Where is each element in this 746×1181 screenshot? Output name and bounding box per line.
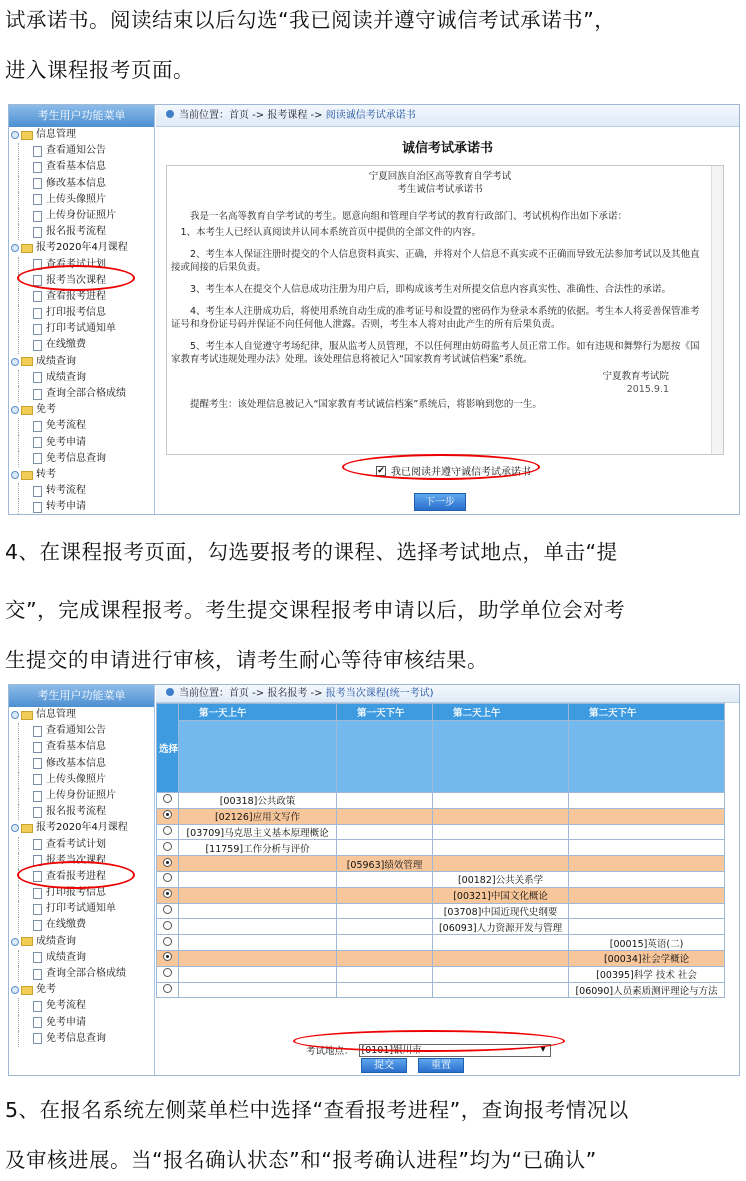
- page-icon: [33, 324, 42, 335]
- empty-cell: [179, 950, 337, 966]
- menu-group-label: 报考2020年4月课程: [36, 242, 128, 254]
- menu-item-label: 报名报考流程: [46, 806, 106, 818]
- page-icon: [33, 486, 42, 497]
- page-icon: [33, 227, 42, 238]
- page-icon: [33, 904, 42, 915]
- empty-cell: [179, 871, 337, 887]
- course-radio[interactable]: [163, 826, 172, 835]
- menu-item[interactable]: [18, 483, 154, 499]
- menu-item[interactable]: [18, 143, 154, 159]
- page-icon: [33, 194, 42, 205]
- course-row[interactable]: [157, 887, 725, 903]
- empty-cell: [179, 919, 337, 935]
- doc-item: 2、考生本人保证注册时提交的个人信息资料真实、正确，并将对个人信息不真实或不正确而导致无法参加考试以及其他直接或间接的后果负责。: [171, 249, 700, 273]
- expand-toggle-icon[interactable]: [11, 131, 19, 139]
- page-icon: [33, 291, 42, 302]
- menu-item-label: 成绩查询: [46, 371, 86, 383]
- empty-cell: [337, 950, 433, 966]
- breadcrumb-current[interactable]: 阅读诚信考试承诺书: [325, 110, 416, 121]
- course-row[interactable]: [157, 903, 725, 919]
- menu-group-label: 成绩查询: [36, 935, 76, 947]
- folder-icon: [21, 937, 33, 946]
- menu-group-label: 免考: [36, 404, 56, 416]
- page-icon: [33, 259, 42, 270]
- breadcrumb-path: 当前位置：首页 -> 报名报考 ->: [179, 688, 326, 699]
- course-row[interactable]: [157, 919, 725, 935]
- time-slot-cell: [569, 721, 725, 793]
- sidebar-header: 考生用户功能菜单: [9, 105, 154, 127]
- empty-cell: [433, 793, 569, 809]
- time-slot-cell: [179, 721, 337, 793]
- menu-item[interactable]: [18, 837, 154, 853]
- menu-item-label: 在线缴费: [46, 919, 86, 931]
- menu-item-label: 修改基本信息: [46, 757, 106, 769]
- menu-item[interactable]: [18, 869, 154, 885]
- folder-icon: [21, 244, 33, 253]
- menu-item-label: 上传头像照片: [46, 193, 106, 205]
- paragraph-line: 试承诺书。阅读结束以后勾选“我已阅读并遵守诚信考试承诺书”，: [5, 8, 616, 32]
- menu-item[interactable]: [18, 917, 154, 933]
- menu-group[interactable]: [11, 982, 154, 998]
- time-slot-cell: [337, 721, 433, 793]
- course-name: [00034]社会学概论: [569, 950, 725, 966]
- location-label: 考试地点：: [306, 1046, 354, 1057]
- menu-item[interactable]: [18, 1031, 154, 1047]
- empty-cell: [569, 887, 725, 903]
- checkbox[interactable]: ✔: [377, 465, 385, 476]
- course-name: [06093]人力资源开发与管理: [433, 919, 569, 935]
- menu-item-label: 免考流程: [46, 420, 86, 432]
- sidebar-menu: [9, 105, 155, 514]
- menu-tree: [9, 127, 154, 515]
- course-radio[interactable]: [163, 921, 172, 930]
- empty-cell: [337, 903, 433, 919]
- course-radio[interactable]: [163, 937, 172, 946]
- breadcrumb: [156, 685, 739, 703]
- menu-item-label: 免考流程: [46, 1000, 86, 1012]
- menu-item[interactable]: [18, 998, 154, 1014]
- menu-item[interactable]: [18, 176, 154, 192]
- course-name: [03708]中国近现代史纲要: [433, 903, 569, 919]
- doc-item: 5、考生本人自觉遵守考场纪律，服从监考人员管理，不以任何理由妨碍监考人员正常工作。如有违规和舞弊行为愿按《国家教育考试违规处理办法》处理。该处理信息将被记入“国家教育考试诚信档案”系统。: [171, 341, 700, 365]
- column-header: 第二天下午: [569, 704, 725, 721]
- menu-item[interactable]: [18, 901, 154, 917]
- doc-intro: 我是一名高等教育自学考试的考生。愿意向组和管理自学考试的教育行政部门、考试机构作出如下承诺：: [190, 211, 628, 222]
- folder-icon: [21, 711, 33, 720]
- menu-item-label: 报考当次课程: [46, 274, 106, 286]
- menu-item[interactable]: [18, 418, 154, 434]
- empty-cell: [433, 966, 569, 982]
- folder-icon: [21, 986, 33, 995]
- page-icon: [33, 1017, 42, 1028]
- folder-icon: [21, 824, 33, 833]
- expand-toggle-icon[interactable]: [11, 711, 19, 719]
- menu-item-label: 上传头像照片: [46, 773, 106, 785]
- menu-item-label: 免考申请: [46, 436, 86, 448]
- column-header: 第一天下午: [337, 704, 433, 721]
- course-radio[interactable]: [163, 858, 172, 867]
- doc-item: 4、考生本人注册成功后，将使用系统自动生成的准考证号和设置的密码作为登录本系统的依据。考生本人将妥善保管准考证号和身份证号码并保证不向任何他人泄露。否则，考生本人将对由此产生的所有后果负责。: [171, 306, 700, 330]
- course-name: [11759]工作分析与评价: [179, 840, 337, 856]
- empty-cell: [337, 935, 433, 951]
- empty-cell: [569, 840, 725, 856]
- menu-item-label: 查看报考进程: [46, 290, 106, 302]
- empty-cell: [569, 824, 725, 840]
- menu-item[interactable]: [18, 208, 154, 224]
- menu-item[interactable]: [18, 788, 154, 804]
- course-radio[interactable]: [163, 889, 172, 898]
- doc-org: 宁夏回族自治区高等教育自学考试: [368, 171, 512, 182]
- course-radio[interactable]: [163, 984, 172, 993]
- course-row[interactable]: [157, 840, 725, 856]
- menu-group-label: 信息管理: [36, 129, 76, 140]
- empty-cell: [433, 935, 569, 951]
- page-icon: [33, 453, 42, 464]
- course-row[interactable]: [157, 982, 725, 998]
- menu-item[interactable]: [18, 159, 154, 175]
- menu-item[interactable]: [18, 451, 154, 467]
- course-row[interactable]: [157, 871, 725, 887]
- course-radio[interactable]: [163, 842, 172, 851]
- menu-group-label: 免考: [36, 984, 56, 996]
- breadcrumb: [156, 105, 739, 127]
- page-icon: [33, 275, 42, 286]
- exam-location-row: [306, 1043, 551, 1057]
- menu-item-label: 免考信息查询: [46, 452, 106, 464]
- page-icon: [33, 340, 42, 351]
- menu-item-label: 转考申请: [46, 501, 86, 513]
- menu-group[interactable]: [11, 467, 154, 483]
- commitment-text-box[interactable]: [166, 165, 724, 455]
- expand-toggle-icon[interactable]: [11, 358, 19, 366]
- empty-cell: [433, 856, 569, 872]
- agree-label: 我已阅读并遵守诚信考试承诺书: [391, 467, 531, 478]
- course-name: [00321]中国文化概论: [433, 887, 569, 903]
- page-icon: [33, 791, 42, 802]
- course-name: [00015]英语(二): [569, 935, 725, 951]
- course-radio[interactable]: [163, 810, 172, 819]
- course-row[interactable]: [157, 793, 725, 809]
- menu-item[interactable]: [18, 192, 154, 208]
- menu-item-label: 查看通知公告: [46, 145, 106, 157]
- page-icon: [33, 807, 42, 818]
- submit-button[interactable]: 提交: [361, 1058, 407, 1073]
- expand-toggle-icon[interactable]: [11, 824, 19, 832]
- menu-item[interactable]: [18, 1015, 154, 1031]
- menu-item[interactable]: [18, 386, 154, 402]
- empty-cell: [179, 887, 337, 903]
- menu-item-label: 查看基本信息: [46, 161, 106, 173]
- empty-cell: [433, 824, 569, 840]
- menu-item[interactable]: [18, 435, 154, 451]
- page-icon: [33, 437, 42, 448]
- course-name: [03709]马克思主义基本原理概论: [179, 824, 337, 840]
- page-icon: [33, 389, 42, 400]
- page-icon: [33, 502, 42, 513]
- course-name: [00182]公共关系学: [433, 871, 569, 887]
- paragraph-line: 生提交的申请进行审核，请考生耐心等待审核结果。: [5, 648, 488, 672]
- breadcrumb-path: 当前位置：首页 -> 报考课程 ->: [179, 110, 326, 121]
- page-icon: [33, 211, 42, 222]
- course-radio[interactable]: [163, 968, 172, 977]
- menu-item[interactable]: [18, 804, 154, 820]
- menu-group-label: 成绩查询: [36, 355, 76, 367]
- menu-item-label: 免考信息查询: [46, 1032, 106, 1044]
- folder-icon: [21, 357, 33, 366]
- course-name: [06090]人员素质测评理论与方法: [569, 982, 725, 998]
- menu-item[interactable]: [18, 337, 154, 353]
- column-header: 第二天上午: [433, 704, 569, 721]
- paragraph-line: 4、在课程报考页面，勾选要报考的课程、选择考试地点，单击“提: [5, 540, 618, 564]
- page-icon: [33, 855, 42, 866]
- course-radio[interactable]: [163, 952, 172, 961]
- page-icon: [33, 774, 42, 785]
- bullet-icon: [166, 688, 174, 696]
- select-header: 选择: [157, 704, 179, 793]
- doc-signer: 宁夏教育考试院: [602, 371, 669, 382]
- menu-group-label: 转考: [36, 468, 56, 480]
- course-radio[interactable]: [163, 905, 172, 914]
- paragraph-line: 及审核进展。当“报名确认状态”和“报考确认进程”均为“已确认”: [5, 1148, 597, 1172]
- page-icon: [33, 952, 42, 963]
- empty-cell: [569, 808, 725, 824]
- empty-cell: [337, 793, 433, 809]
- doc-item: 1、本考生人已经认真阅读并认同本系统首页中提供的全部文件的内容。: [180, 227, 482, 238]
- menu-item[interactable]: [18, 305, 154, 321]
- expand-toggle-icon[interactable]: [11, 471, 19, 479]
- course-row[interactable]: [157, 856, 725, 872]
- page-icon: [33, 178, 42, 189]
- menu-item[interactable]: [18, 756, 154, 772]
- menu-group[interactable]: [11, 240, 154, 256]
- next-button[interactable]: 下一步: [414, 493, 466, 511]
- page-icon: [33, 162, 42, 173]
- time-slot-cell: [433, 721, 569, 793]
- course-name: [05963]绩效管理: [337, 856, 433, 872]
- menu-item-label: 成绩查询: [46, 951, 86, 963]
- screenshot-course-registration: [8, 684, 740, 1076]
- menu-item[interactable]: [18, 499, 154, 515]
- menu-tree: [9, 707, 154, 1047]
- empty-cell: [569, 903, 725, 919]
- bullet-icon: [166, 110, 174, 118]
- main-pane: [156, 105, 739, 514]
- course-row[interactable]: [157, 824, 725, 840]
- course-row[interactable]: [157, 950, 725, 966]
- menu-item-label: 报名报考流程: [46, 226, 106, 238]
- menu-item[interactable]: [18, 966, 154, 982]
- expand-toggle-icon[interactable]: [11, 986, 19, 994]
- empty-cell: [337, 966, 433, 982]
- menu-group[interactable]: [11, 934, 154, 950]
- menu-item-label: 免考申请: [46, 1016, 86, 1028]
- menu-group[interactable]: [11, 354, 154, 370]
- empty-cell: [433, 982, 569, 998]
- doc-title: 诚信考试承诺书: [401, 141, 493, 156]
- empty-cell: [569, 919, 725, 935]
- empty-cell: [179, 982, 337, 998]
- course-row[interactable]: [157, 808, 725, 824]
- menu-item[interactable]: [18, 723, 154, 739]
- menu-item-label: 打印考试通知单: [46, 903, 116, 915]
- page-icon: [33, 969, 42, 980]
- empty-cell: [433, 950, 569, 966]
- menu-item[interactable]: [18, 885, 154, 901]
- screenshot-commitment: [8, 104, 740, 515]
- empty-cell: [337, 919, 433, 935]
- reset-button[interactable]: 重置: [418, 1058, 464, 1073]
- menu-item-label: 上传身份证照片: [46, 789, 116, 801]
- column-header: 第一天上午: [179, 704, 337, 721]
- scrollbar[interactable]: [711, 166, 723, 454]
- page-icon: [33, 146, 42, 157]
- empty-cell: [337, 982, 433, 998]
- sidebar-menu: [9, 685, 155, 1075]
- empty-cell: [569, 871, 725, 887]
- empty-cell: [179, 903, 337, 919]
- menu-item[interactable]: [18, 772, 154, 788]
- paragraph-line: 交”，完成课程报考。考生提交课程报考申请以后，助学单位会对考: [5, 598, 626, 622]
- paragraph-line: 进入课程报考页面。: [5, 58, 194, 82]
- menu-item-label: 查询全部合格成绩: [46, 388, 126, 399]
- folder-icon: [21, 131, 33, 140]
- menu-item-label: 修改基本信息: [46, 177, 106, 189]
- menu-item-label: 查看基本信息: [46, 741, 106, 753]
- course-name: [00395]科学 技术 社会: [569, 966, 725, 982]
- folder-icon: [21, 471, 33, 480]
- course-name: [00318]公共政策: [179, 793, 337, 809]
- page-icon: [33, 742, 42, 753]
- page-icon: [33, 1001, 42, 1012]
- course-row[interactable]: [157, 935, 725, 951]
- page-icon: [33, 1033, 42, 1044]
- page-icon: [33, 421, 42, 432]
- empty-cell: [569, 856, 725, 872]
- menu-group[interactable]: [11, 707, 154, 723]
- empty-cell: [433, 808, 569, 824]
- empty-cell: [337, 824, 433, 840]
- course-radio[interactable]: [163, 794, 172, 803]
- page-icon: [33, 888, 42, 899]
- empty-cell: [179, 966, 337, 982]
- menu-group[interactable]: [11, 402, 154, 418]
- expand-toggle-icon[interactable]: [11, 938, 19, 946]
- menu-group[interactable]: [11, 127, 154, 143]
- menu-item-label: 打印考试通知单: [46, 323, 116, 335]
- empty-cell: [179, 935, 337, 951]
- empty-cell: [337, 840, 433, 856]
- page-icon: [33, 920, 42, 931]
- menu-item[interactable]: [18, 370, 154, 386]
- menu-group[interactable]: [11, 820, 154, 836]
- page-icon: [33, 839, 42, 850]
- folder-icon: [21, 406, 33, 415]
- menu-item[interactable]: [18, 273, 154, 289]
- empty-cell: [337, 808, 433, 824]
- location-select[interactable]: [0101]银川市 ▾: [359, 1044, 551, 1057]
- menu-item-label: 在线缴费: [46, 339, 86, 351]
- menu-item-label: 打印报考信息: [46, 887, 106, 899]
- empty-cell: [569, 793, 725, 809]
- doc-subtitle: 考生诚信考试承诺书: [397, 184, 483, 195]
- menu-item-label: 转考流程: [46, 485, 86, 497]
- menu-item[interactable]: [18, 224, 154, 240]
- empty-cell: [179, 856, 337, 872]
- expand-toggle-icon[interactable]: [11, 244, 19, 252]
- page-icon: [33, 871, 42, 882]
- paragraph-line: 5、在报名系统左侧菜单栏中选择“查看报考进程”，查询报考情况以: [5, 1098, 629, 1122]
- empty-cell: [337, 887, 433, 903]
- course-radio[interactable]: [163, 873, 172, 882]
- page-icon: [33, 308, 42, 319]
- menu-item[interactable]: [18, 321, 154, 337]
- agree-checkbox-row[interactable]: [376, 463, 531, 478]
- empty-cell: [433, 840, 569, 856]
- empty-cell: [337, 871, 433, 887]
- main-pane: [156, 685, 739, 1075]
- sidebar-header: 考生用户功能菜单: [9, 685, 154, 707]
- course-name: [02126]应用文写作: [179, 808, 337, 824]
- menu-item[interactable]: [18, 289, 154, 305]
- page-icon: [33, 726, 42, 737]
- doc-item: 3、考生本人在提交个人信息成功注册为用户后，即构成该考生对所提交信息内容真实性、准确性、合法性的承诺。: [190, 284, 672, 295]
- breadcrumb-current[interactable]: 报考当次课程(统一考试): [325, 688, 434, 699]
- menu-item-label: 查看考试计划: [46, 838, 106, 850]
- menu-item[interactable]: [18, 853, 154, 869]
- page-icon: [33, 372, 42, 383]
- menu-item-label: 查看报考进程: [46, 870, 106, 882]
- menu-item[interactable]: [18, 739, 154, 755]
- menu-item-label: 上传身份证照片: [46, 209, 116, 221]
- course-table: [156, 703, 725, 998]
- doc-date: 2015.9.1: [626, 384, 669, 395]
- course-table-wrap: [156, 703, 739, 1043]
- menu-item-label: 查询全部合格成绩: [46, 968, 126, 979]
- menu-item-label: 查看通知公告: [46, 725, 106, 737]
- menu-item[interactable]: [18, 950, 154, 966]
- page-icon: [33, 758, 42, 769]
- expand-toggle-icon[interactable]: [11, 406, 19, 414]
- doc-reminder: 提醒考生：该处理信息被记入“国家教育考试诚信档案”系统后，将影响到您的一生。: [190, 399, 542, 410]
- menu-item[interactable]: [18, 257, 154, 273]
- menu-item-label: 查看考试计划: [46, 258, 106, 270]
- menu-item-label: 打印报考信息: [46, 307, 106, 319]
- menu-item-label: 报考当次课程: [46, 854, 106, 866]
- menu-group-label: 信息管理: [36, 709, 76, 720]
- menu-group-label: 报考2020年4月课程: [36, 822, 128, 834]
- course-row[interactable]: [157, 966, 725, 982]
